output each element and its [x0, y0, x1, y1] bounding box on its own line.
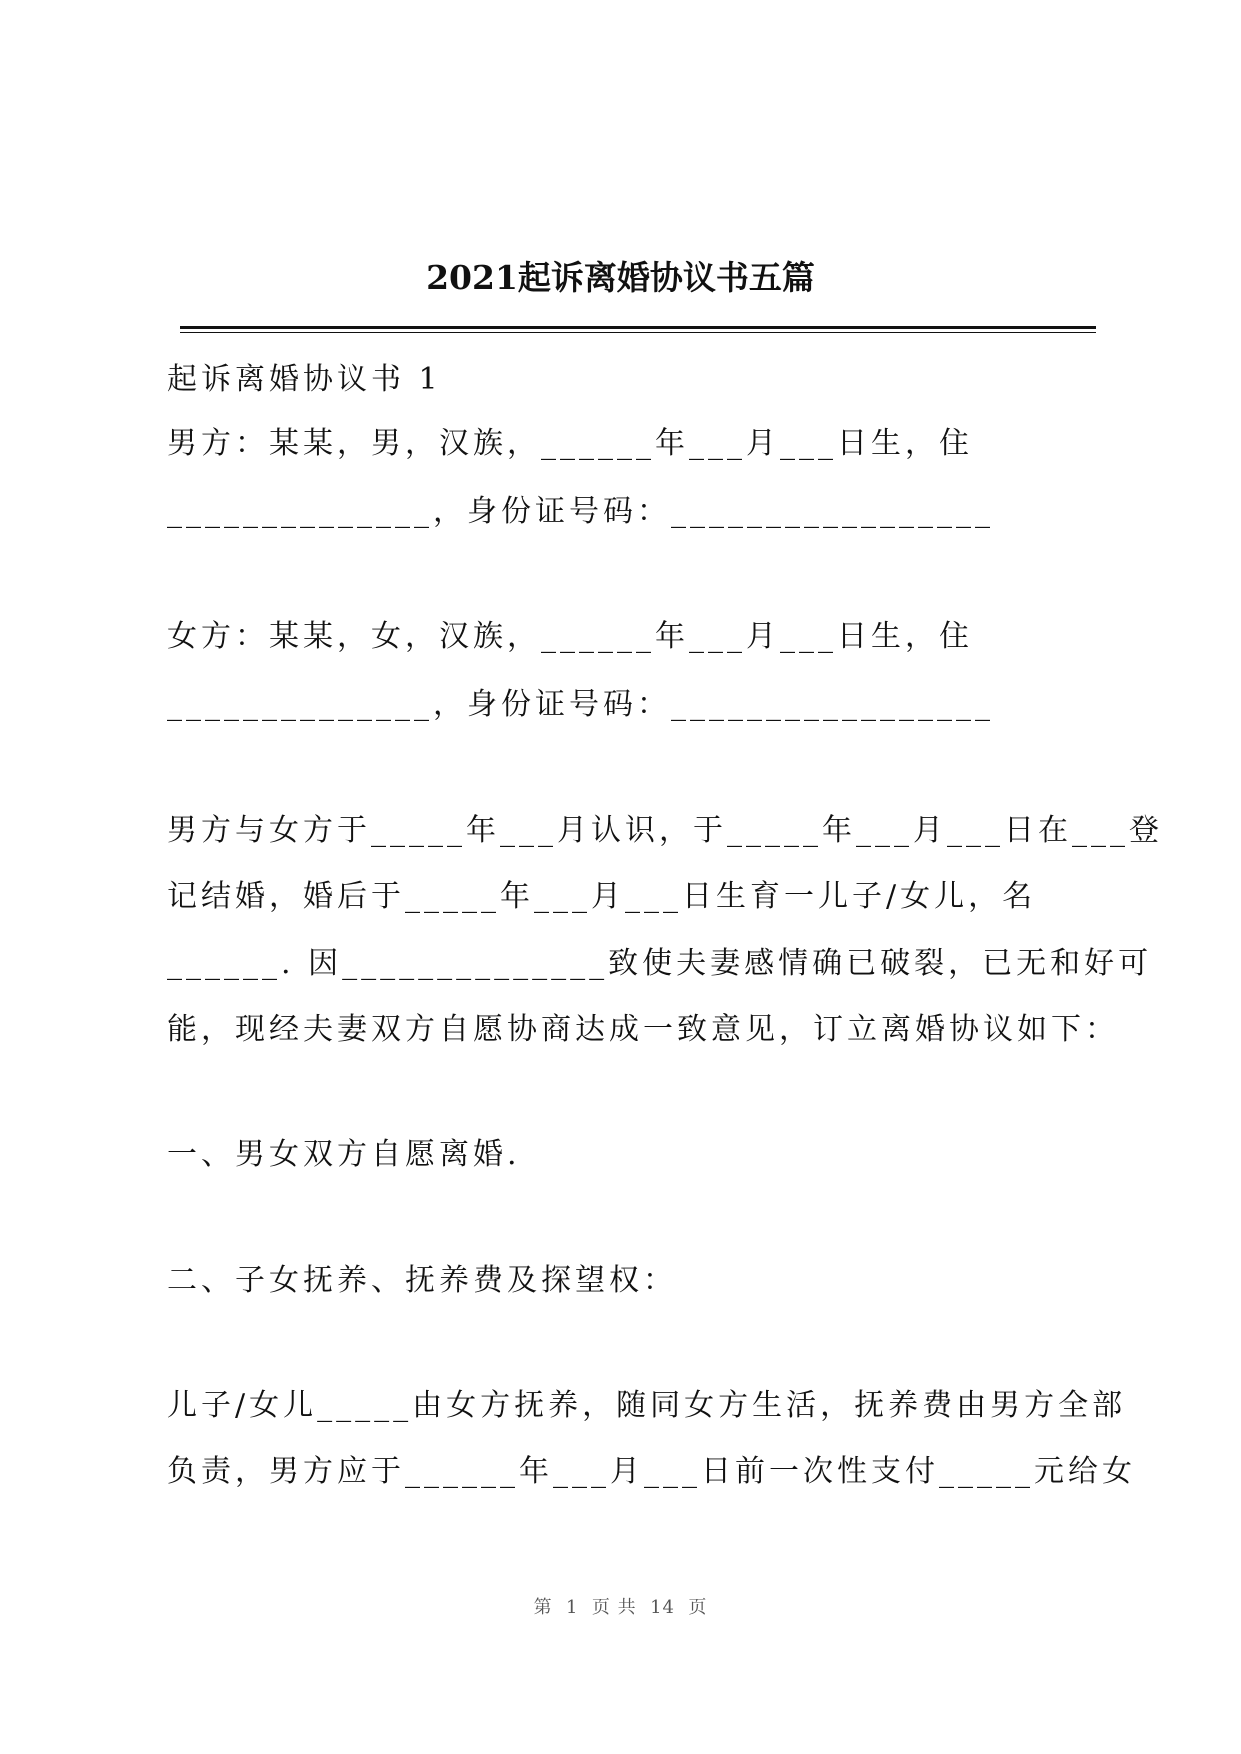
paragraph-line: ______. 因______________致使夫妻感情确已破裂，已无和好可 — [167, 946, 1153, 981]
clause-heading: 二、子女抚养、抚养费及探望权： — [167, 1263, 677, 1298]
paragraph-line: 男方与女方于_____年___月认识，于_____年___月___日在___登 — [167, 813, 1163, 848]
page-number-footer: 第 1 页 共 14 页 — [533, 1597, 708, 1618]
paragraph-line: 能，现经夫妻双方自愿协商达成一致意见，订立离婚协议如下： — [167, 1012, 1119, 1047]
paragraph-line: ______________，身份证号码：_________________ — [167, 687, 994, 722]
title-divider-thin — [180, 332, 1096, 333]
paragraph-line: ______________，身份证号码：_________________ — [167, 494, 994, 529]
paragraph-line: 儿子/女儿_____由女方抚养，随同女方生活，抚养费由男方全部 — [167, 1388, 1127, 1423]
document-title: 2021起诉离婚协议书五篇 — [426, 258, 815, 297]
title-divider-thick — [180, 326, 1096, 329]
paragraph-line: 男方：某某，男，汉族，______年___月___日生，住 — [167, 426, 973, 461]
paragraph-line: 女方：某某，女，汉族，______年___月___日生，住 — [167, 619, 973, 654]
paragraph-line: 负责，男方应于______年___月___日前一次性支付_____元给女 — [167, 1454, 1136, 1489]
paragraph-line: 记结婚，婚后于_____年___月___日生育一儿子/女儿，名 — [167, 879, 1037, 914]
section-heading: 起诉离婚协议书 1 — [167, 362, 442, 397]
clause-heading: 一、男女双方自愿离婚. — [167, 1137, 521, 1172]
